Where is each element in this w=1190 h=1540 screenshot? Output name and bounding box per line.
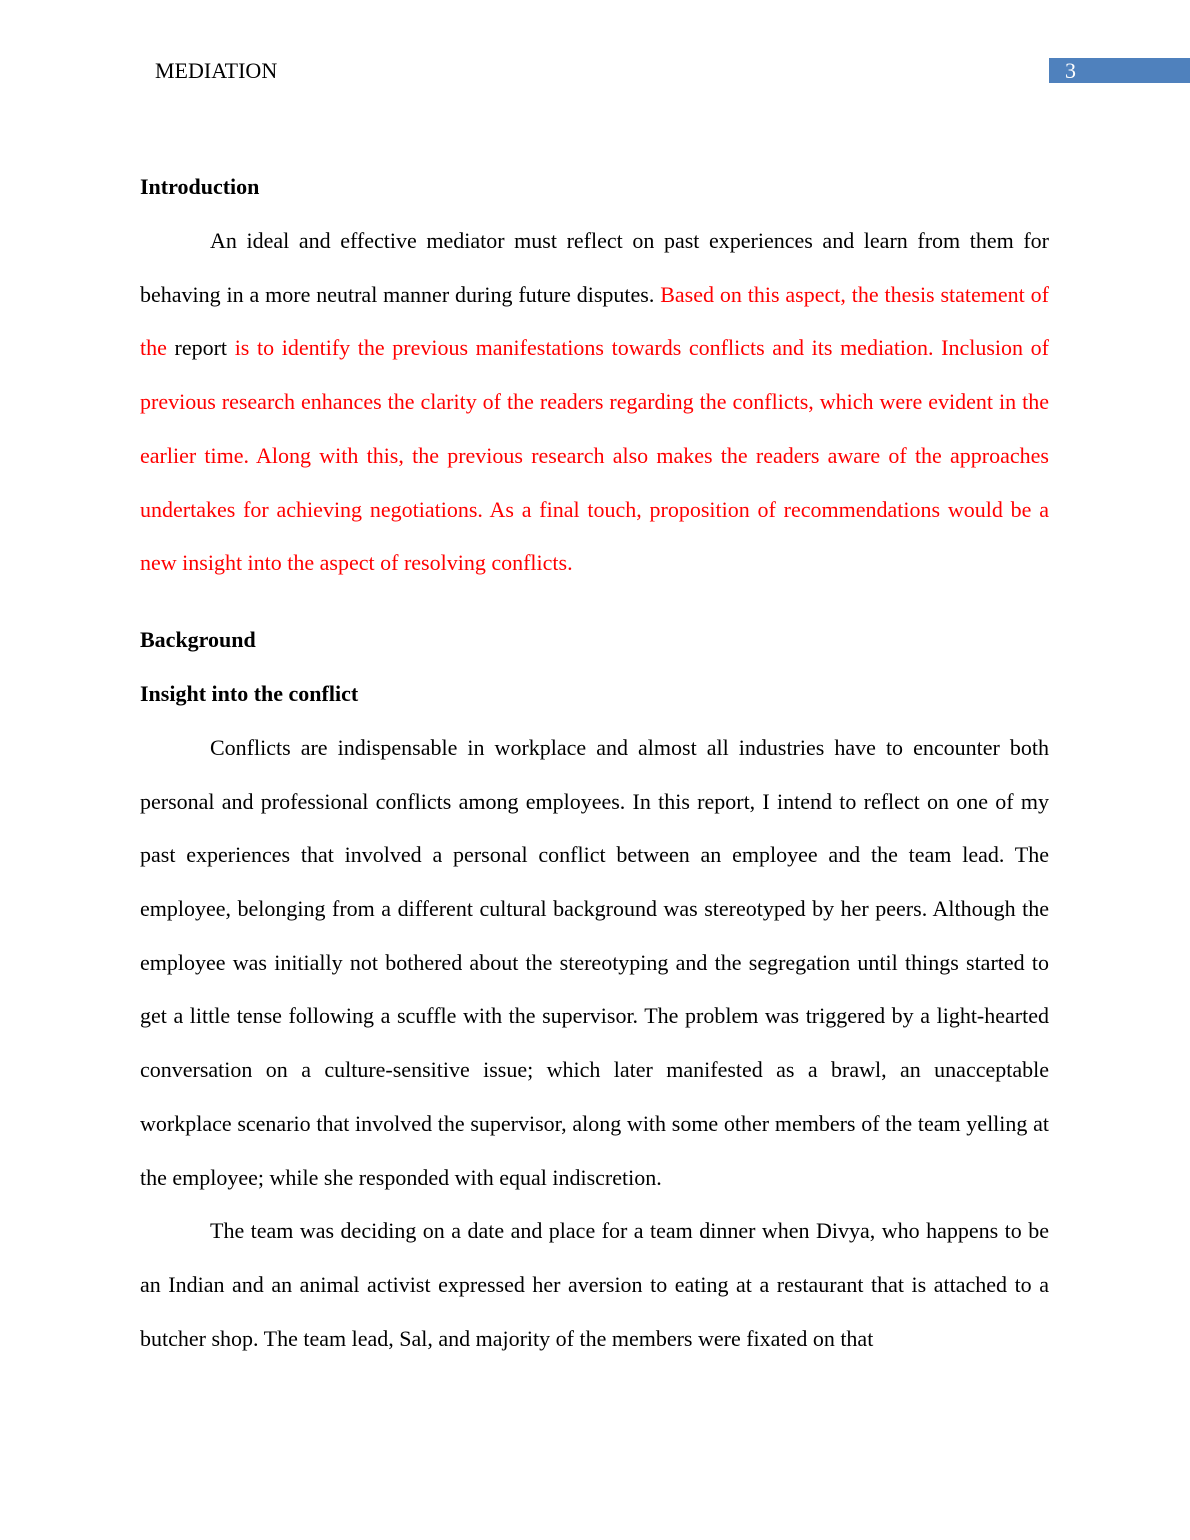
intro-text-black: An ideal and effective mediator must reflect on past experiences and learn from them for behaving in a more neutral manner during future disputes. (140, 228, 1049, 307)
introduction-paragraph (140, 214, 1049, 590)
intro-text-black-report: report (166, 335, 235, 361)
conflict-paragraph-2: The team was deciding on a date and place for a team dinner when Divya, who happens to be an Indian and an animal activist expressed her aversion to eating at a restaurant that is attached to a butcher shop. The team lead, Sal, and majority of the members were fixated on that (140, 1218, 1049, 1351)
running-head: MEDIATION (155, 58, 278, 83)
conflict-paragraph-1: Conflicts are indispensable in workplace and almost all industries have to encounter both personal and professional conflicts among employees. In this report, I intend to reflect on one of my past experiences that involved a personal conflict between an employee and the team lead. The employee, belonging from a different cultural background was stereotyped by her peers. Although the employee was initially not bothered about the stereotyping and the segregation until things started to get a little tense following a scuffle with the supervisor. The problem was triggered by a light-hearted conversation on a culture-sensitive issue; which later manifested as a brawl, an unacceptable workplace scenario that involved the supervisor, along with some other members of the team yelling at the employee; while she responded with equal indiscretion. (140, 734, 1049, 1190)
page-number-bar (1049, 58, 1190, 83)
page-number: 3 (1065, 58, 1076, 83)
intro-text-highlighted-continued: is to identify the previous manifestations towards conflicts and its mediation. Inclusion of previous research enhances the clarity of the readers regarding the conflicts, which were evident in the earlier time. Along with this, the previous research also makes the readers aware of the approaches undertakes for achieving negotiations. As a final touch, proposition of recommendations would be a new insight into the aspect of resolving conflicts. (140, 335, 1049, 576)
background-heading: Background (140, 626, 256, 652)
intro-text-highlighted: Based on this aspect, the thesis statement of the (140, 281, 1049, 361)
insight-subheading: Insight into the conflict (140, 680, 359, 706)
document-body (140, 160, 1049, 1365)
introduction-heading: Introduction (140, 174, 260, 199)
